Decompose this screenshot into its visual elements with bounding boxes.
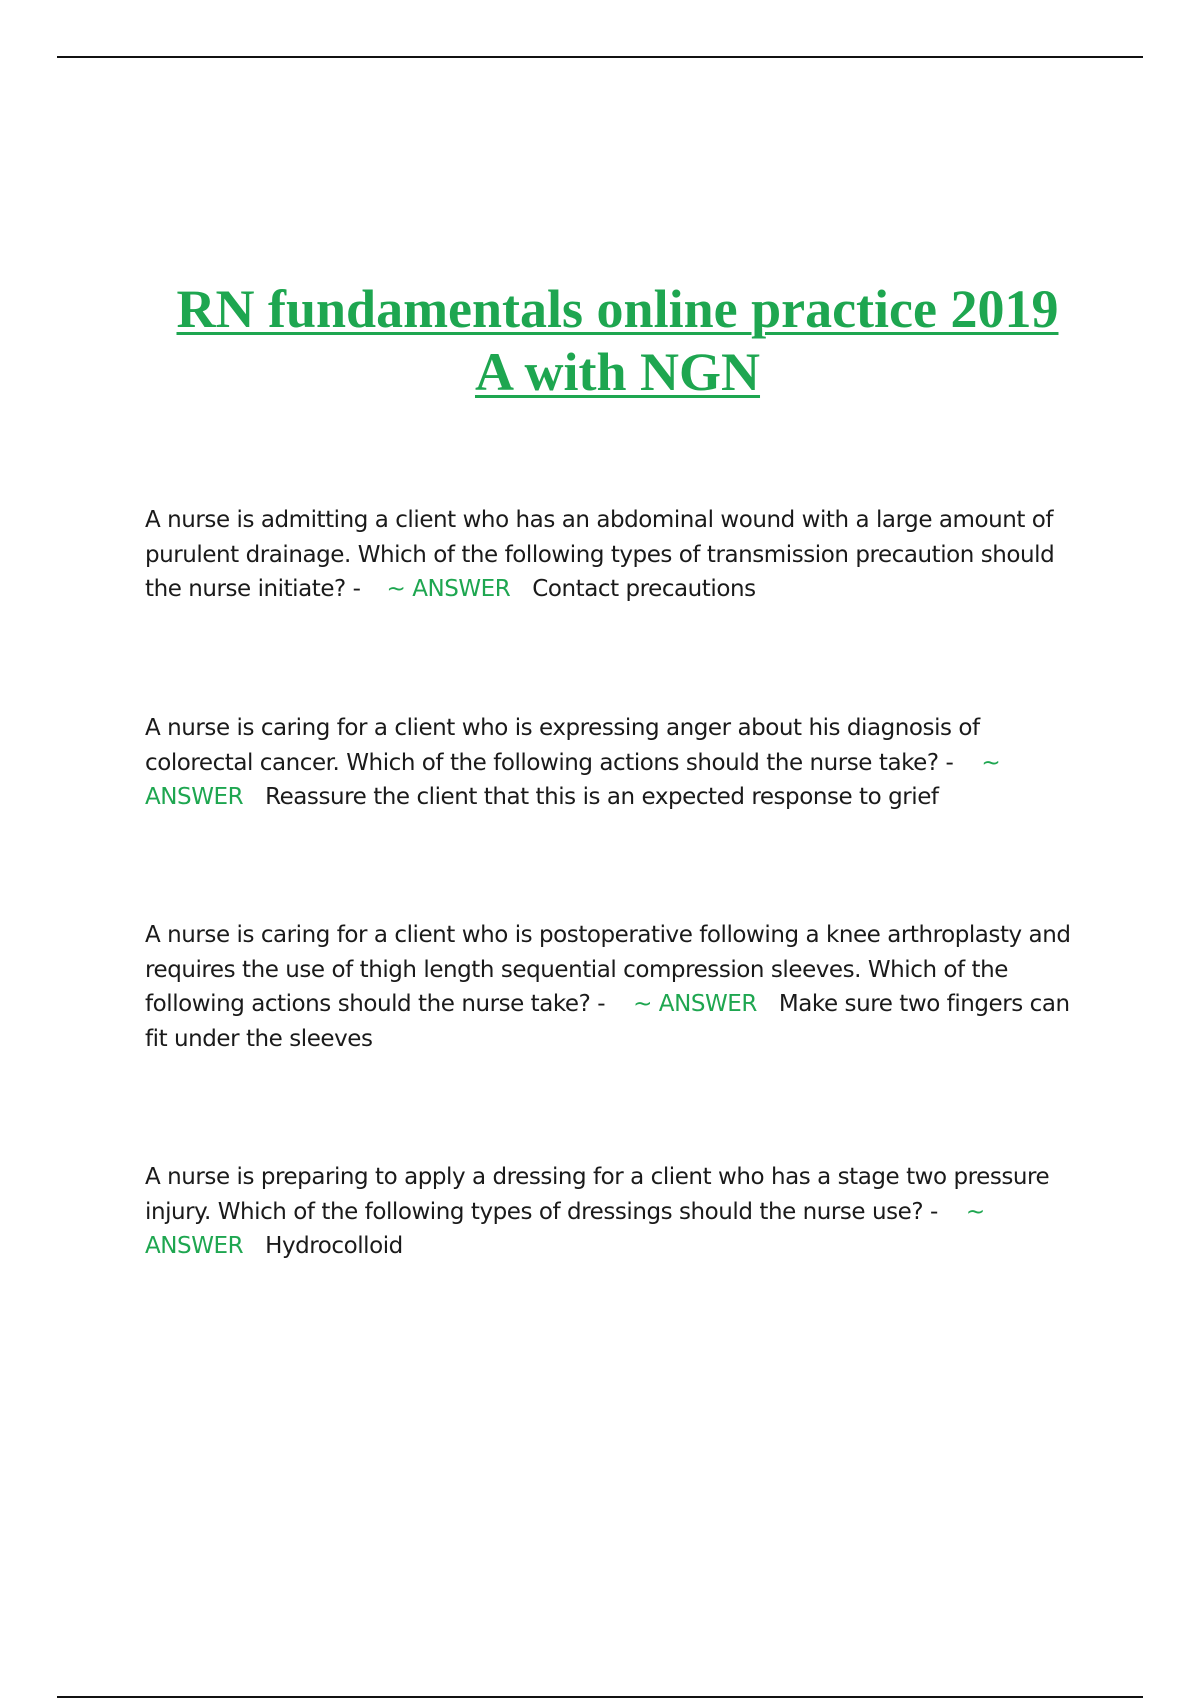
question-block-2 <box>145 711 1090 815</box>
answer-text: Hydrocolloid <box>265 1233 403 1259</box>
title-line-1: RN fundamentals online practice 2019 <box>176 279 1059 339</box>
answer-marker: ~ ANSWER <box>145 1198 985 1259</box>
question-block-1 <box>145 503 1090 607</box>
title-line-2: A with NGN <box>474 342 761 402</box>
question-text: A nurse is caring for a client who is expressing anger about his diagnosis of colorectal cancer. Which of the following actions should the nurse take? - <box>145 715 980 776</box>
answer-text: Make sure two fingers can fit under the sleeves <box>145 991 1070 1052</box>
question-block-4 <box>145 1160 1090 1264</box>
answer-marker: ~ ANSWER <box>633 991 757 1017</box>
document-title <box>0 278 1200 404</box>
question-text: A nurse is admitting a client who has an abdominal wound with a large amount of purulent drainage. Which of the following types of transmission precaution should the nurse initiate? - <box>145 507 1055 602</box>
answer-text: Reassure the client that this is an expected response to grief <box>265 784 939 810</box>
question-block-3 <box>145 918 1090 1056</box>
question-text: A nurse is caring for a client who is postoperative following a knee arthroplasty and requires the use of thigh length sequential compression sleeves. Which of the following actions should the nurse take? - <box>145 922 1071 1017</box>
answer-marker: ~ ANSWER <box>386 576 511 602</box>
question-text: A nurse is preparing to apply a dressing for a client who has a stage two pressure injury. Which of the following types of dressings should the nurse use? - <box>145 1164 1050 1225</box>
answer-text: Contact precautions <box>532 576 756 602</box>
bottom-rule <box>57 1696 1143 1698</box>
top-rule <box>57 56 1143 58</box>
answer-marker: ~ ANSWER <box>145 749 1001 810</box>
